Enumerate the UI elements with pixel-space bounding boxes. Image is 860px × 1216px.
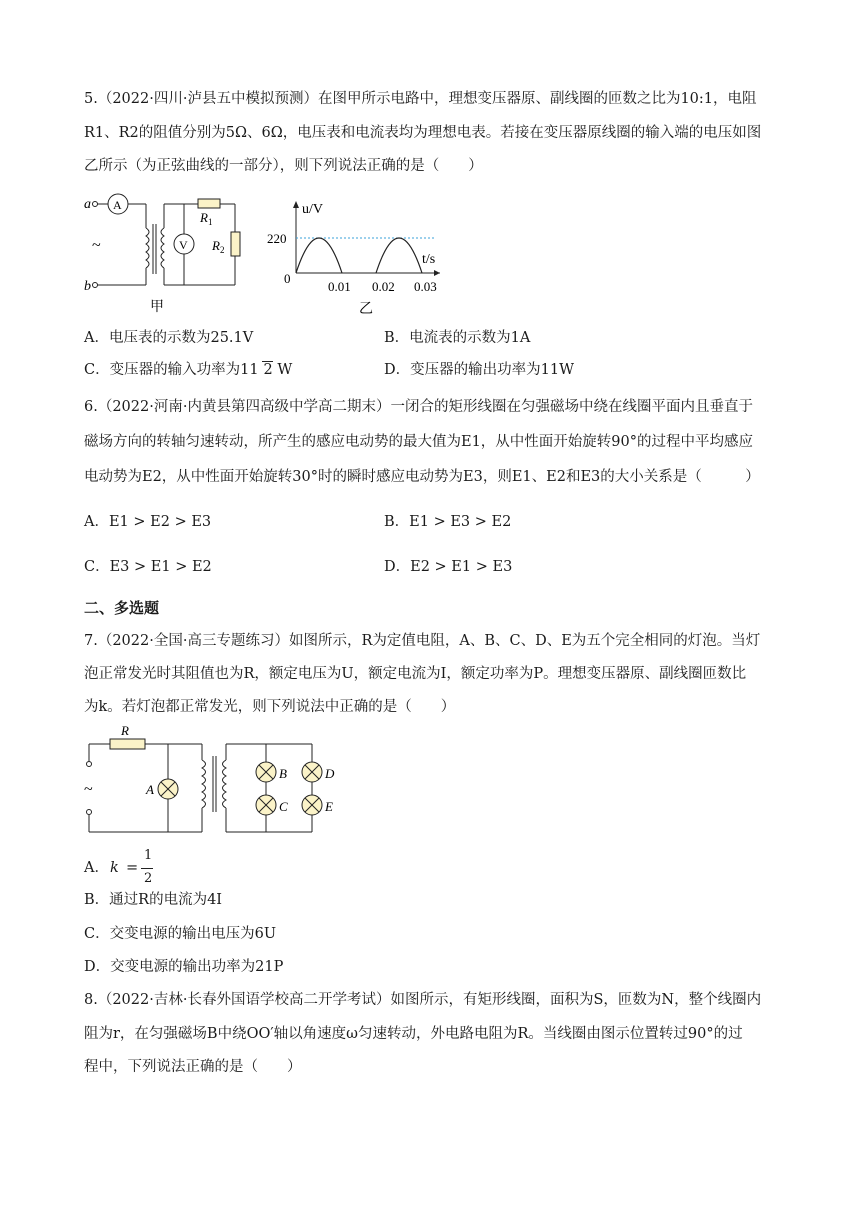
q6-option-a: A．E1 > E2 > E3 (84, 514, 212, 530)
sine-arc-2 (376, 238, 422, 273)
q7-line3: 为k。若灯泡都正常发光，则下列说法中正确的是（ ） (84, 699, 456, 715)
resistor-r-label: R (121, 723, 129, 738)
resistor-r2-icon (231, 232, 240, 256)
origin-label: 0 (284, 271, 291, 286)
voltmeter-label: V (179, 238, 188, 252)
x-tick-002: 0.02 (372, 279, 395, 294)
figure-jia-caption: 甲 (150, 300, 164, 315)
sine-arc-1 (296, 238, 342, 273)
x-tick-003: 0.03 (414, 279, 437, 294)
fraction-denominator: 2 (144, 871, 153, 886)
x-tick-001: 0.01 (328, 279, 351, 294)
q7-option-a-k: k (110, 860, 119, 876)
sqrt-radicand: 2 (263, 362, 273, 378)
bulb-b-label: B (279, 766, 287, 781)
r2-label: $R_2$ (212, 238, 225, 255)
q6-line2: 磁场方向的转轴匀速转动，所产生的感应电动势的最大值为E1，从中性面开始旋转90°的过程中平均感应 (84, 434, 754, 450)
resistor-r1-icon (198, 199, 220, 208)
q8-line1: 8.（2022·吉林·长春外国语学校高二开学考试）如图所示，有矩形线圈，面积为S，匝数为N，整个线圈内 (84, 992, 762, 1008)
q7-line2: 泡正常发光时其阻值也为R，额定电压为U，额定电流为I，额定功率为P。理想变压器原、副线圈匝数比 (84, 666, 747, 682)
q5-option-a: A．电压表的示数为25.1V (84, 330, 254, 346)
q5-line1: 5.（2022·四川·泸县五中模拟预测）在图甲所示电路中，理想变压器原、副线圈的匝数之比为10:1，电阻 (84, 91, 757, 107)
q8-line3: 程中，下列说法正确的是（ ） (84, 1059, 302, 1075)
voltage-graph-yi (262, 195, 462, 320)
bulb-e-label: E (325, 799, 333, 814)
q5-option-b: B．电流表的示数为1A (384, 330, 531, 346)
q5-option-d: D．变压器的输出功率为11W (384, 362, 574, 378)
q7-option-c: C．交变电源的输出电压为6U (84, 926, 277, 942)
secondary-coil-icon (223, 760, 227, 808)
y-axis-label: u/V (302, 202, 323, 217)
q8-line2: 阻为r，在匀强磁场B中绕OO′轴以角速度ω匀速转动，外电路电阻为R。当线圈由图示位置转过90°的过 (84, 1026, 743, 1042)
circuit-figure-jia (80, 190, 245, 315)
bulb-d-label: D (325, 766, 335, 781)
q7-option-b: B．通过R的电流为4I (84, 892, 223, 908)
terminal-b-label: b (84, 279, 91, 294)
q5-option-c-text: C．变压器的输入功率为11 (84, 362, 259, 378)
terminal-a-label: a (84, 197, 91, 212)
figure-yi-caption: 乙 (359, 302, 373, 317)
q7-option-d: D．交变电源的输出功率为21P (84, 959, 284, 975)
resistor-r-icon (110, 739, 145, 749)
q6-option-d: D．E2 > E1 > E3 (384, 559, 513, 575)
primary-coil-icon (146, 228, 149, 268)
fraction-numerator: 1 (144, 848, 153, 863)
q5-line2: R1、R2的阻值分别为5Ω、6Ω，电压表和电流表均为理想电表。若接在变压器原线圈的输入端的电压如图 (84, 125, 762, 141)
q7-line1: 7.（2022·全国·高三专题练习）如图所示，R为定值电阻，A、B、C、D、E为五个完全相同的灯泡。当灯 (84, 633, 761, 649)
bulb-c-label: C (279, 799, 288, 814)
q6-option-b: B．E1 > E3 > E2 (384, 514, 512, 530)
bulb-a-label: A (146, 782, 154, 797)
q6-option-c: C．E3 > E1 > E2 (84, 559, 212, 575)
primary-coil-icon (202, 760, 206, 808)
q6-line1: 6.（2022·河南·内黄县第四高级中学高二期末）一闭合的矩形线圈在匀强磁场中绕在线圈平面内且垂直于 (84, 399, 753, 415)
q7-option-a-prefix: A． (84, 860, 109, 876)
ac-source-icon: ~ (84, 781, 93, 798)
circuit-figure-q7 (80, 722, 350, 840)
r1-label: $R_1$ (200, 210, 213, 227)
q5-option-c (84, 360, 292, 380)
q5-option-c-unit: W (272, 362, 293, 378)
x-axis-label: t/s (422, 252, 436, 267)
ammeter-label: A (113, 198, 122, 212)
q6-line3: 电动势为E2，从中性面开始旋转30°时的瞬时感应电动势为E3，则E1、E2和E3的大小关系是（ ） (84, 469, 760, 485)
section-heading: 二、多选题 (84, 599, 160, 617)
ac-source-icon: ~ (92, 237, 101, 254)
q7-option-a-eq: = (126, 860, 139, 876)
y-tick-220: 220 (267, 231, 287, 246)
q5-line3: 乙所示（为正弦曲线的一部分），则下列说法正确的是（ ） (84, 158, 483, 174)
secondary-coil-icon (161, 228, 164, 268)
